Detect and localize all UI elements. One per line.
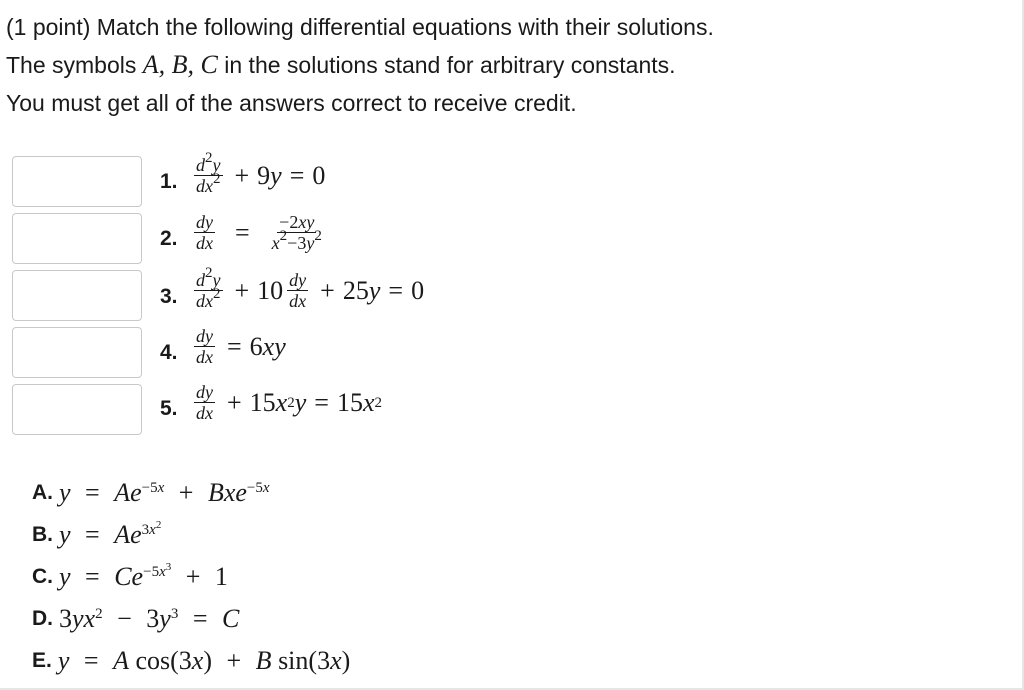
intro-line-2-pre: The symbols xyxy=(6,52,143,78)
equation-1: $\frac{d^2y}{dx^2}$ + 9 y = 0 xyxy=(196,150,326,196)
equation-2: $\frac{dy}{dx}$ = $\frac{-2xy}{x^2-3y^2}$ xyxy=(196,212,322,253)
equation-5: $\frac{dy}{dx}$ + 15 x 2 y = 15 x 2 xyxy=(196,382,382,423)
answer-input-2[interactable] xyxy=(12,213,142,264)
solution-math-c: $y = Ce^{-5x^3} + 1$ xyxy=(59,561,228,591)
answer-input-1[interactable] xyxy=(12,156,142,207)
equation-3: $\frac{d^2y}{dx^2}$ + 10 $\frac{dy}{dx}$ + 25 y = 0 xyxy=(196,265,425,311)
intro-symbols: A, B, C xyxy=(142,50,218,79)
intro-line-1: (1 point) Match the following differential equations with their solutions. xyxy=(6,14,714,40)
intro-line-2 xyxy=(6,46,714,84)
question-number-2: 2. xyxy=(160,227,178,250)
problem-intro xyxy=(6,8,714,122)
question-number-3: 3. xyxy=(160,285,178,308)
solution-math-b: $y = Ae^{3x^2}$ xyxy=(59,519,162,549)
question-number-5: 5. xyxy=(160,397,178,420)
solution-b xyxy=(32,514,350,556)
solution-d xyxy=(32,598,350,640)
solution-e xyxy=(32,640,350,682)
answer-input-4[interactable] xyxy=(12,327,142,378)
solution-label-e: E. xyxy=(32,649,52,672)
solution-c xyxy=(32,556,350,598)
solution-math-e: y = A cos(3x) + B sin(3x) xyxy=(57,646,351,675)
equation-4: $\frac{dy}{dx}$ = 6 xy xyxy=(196,326,286,367)
intro-line-3: You must get all of the answers correct to receive credit. xyxy=(6,90,577,116)
solutions-list xyxy=(32,472,350,682)
question-number-1: 1. xyxy=(160,170,178,193)
solution-math-d: $3yx^2 - 3y^3 = C$ xyxy=(59,604,240,633)
solution-math-a: $y = Ae^{-5x} + Bxe^{-5x}$ xyxy=(59,478,270,507)
question-number-4: 4. xyxy=(160,341,178,364)
answer-input-3[interactable] xyxy=(12,270,142,321)
solution-label-a: A. xyxy=(32,481,53,504)
solution-label-b: B. xyxy=(32,523,53,546)
answer-input-5[interactable] xyxy=(12,384,142,435)
solution-a xyxy=(32,472,350,514)
solution-label-c: C. xyxy=(32,565,53,588)
intro-line-2-post: in the solutions stand for arbitrary constants. xyxy=(217,52,676,78)
solution-label-d: D. xyxy=(32,607,53,630)
